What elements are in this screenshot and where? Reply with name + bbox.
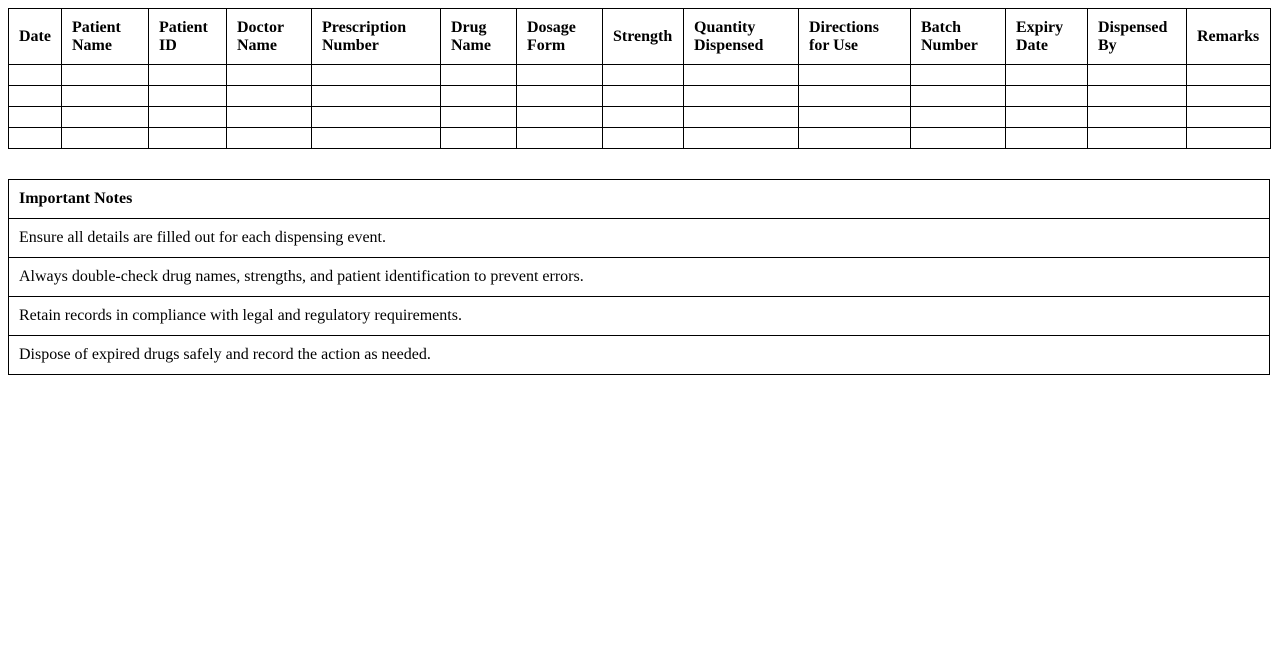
table-cell[interactable] bbox=[1006, 128, 1088, 149]
column-header-directions-for-use: Directions for Use bbox=[799, 9, 911, 65]
note-row bbox=[9, 297, 1270, 336]
table-cell[interactable] bbox=[799, 107, 911, 128]
column-header-patient-id: Patient ID bbox=[149, 9, 227, 65]
note-item: Always double-check drug names, strengths, and patient identification to prevent errors. bbox=[9, 258, 1270, 297]
table-cell[interactable] bbox=[227, 86, 312, 107]
table-cell[interactable] bbox=[9, 128, 62, 149]
column-header-date: Date bbox=[9, 9, 62, 65]
table-cell[interactable] bbox=[911, 107, 1006, 128]
table-row bbox=[9, 65, 1271, 86]
table-cell[interactable] bbox=[684, 65, 799, 86]
table-cell[interactable] bbox=[441, 65, 517, 86]
table-cell[interactable] bbox=[149, 86, 227, 107]
table-cell[interactable] bbox=[312, 107, 441, 128]
table-cell[interactable] bbox=[911, 128, 1006, 149]
table-cell[interactable] bbox=[684, 128, 799, 149]
table-cell[interactable] bbox=[1187, 65, 1271, 86]
dispensing-log-body bbox=[9, 65, 1271, 149]
table-cell[interactable] bbox=[441, 86, 517, 107]
table-cell[interactable] bbox=[9, 86, 62, 107]
table-cell[interactable] bbox=[227, 128, 312, 149]
table-cell[interactable] bbox=[1187, 128, 1271, 149]
table-cell[interactable] bbox=[603, 65, 684, 86]
column-header-prescription-number: Prescription Number bbox=[312, 9, 441, 65]
notes-heading: Important Notes bbox=[9, 180, 1270, 219]
table-cell[interactable] bbox=[1006, 65, 1088, 86]
table-cell[interactable] bbox=[1006, 86, 1088, 107]
table-cell[interactable] bbox=[603, 128, 684, 149]
table-cell[interactable] bbox=[62, 128, 149, 149]
table-cell[interactable] bbox=[9, 65, 62, 86]
table-cell[interactable] bbox=[227, 107, 312, 128]
table-cell[interactable] bbox=[312, 86, 441, 107]
note-item: Retain records in compliance with legal and regulatory requirements. bbox=[9, 297, 1270, 336]
table-cell[interactable] bbox=[603, 107, 684, 128]
table-cell[interactable] bbox=[911, 65, 1006, 86]
table-cell[interactable] bbox=[62, 86, 149, 107]
column-header-strength: Strength bbox=[603, 9, 684, 65]
table-row bbox=[9, 107, 1271, 128]
table-cell[interactable] bbox=[517, 65, 603, 86]
table-cell[interactable] bbox=[799, 65, 911, 86]
table-cell[interactable] bbox=[149, 128, 227, 149]
table-cell[interactable] bbox=[227, 65, 312, 86]
column-header-doctor-name: Doctor Name bbox=[227, 9, 312, 65]
table-row bbox=[9, 128, 1271, 149]
table-cell[interactable] bbox=[62, 107, 149, 128]
table-row bbox=[9, 86, 1271, 107]
column-header-patient-name: Patient Name bbox=[62, 9, 149, 65]
table-cell[interactable] bbox=[517, 86, 603, 107]
table-cell[interactable] bbox=[1187, 107, 1271, 128]
table-cell[interactable] bbox=[312, 128, 441, 149]
table-cell[interactable] bbox=[799, 86, 911, 107]
table-cell[interactable] bbox=[1088, 128, 1187, 149]
notes-heading-row bbox=[9, 180, 1270, 219]
table-cell[interactable] bbox=[149, 65, 227, 86]
table-cell[interactable] bbox=[1006, 107, 1088, 128]
important-notes-table bbox=[8, 179, 1270, 375]
table-cell[interactable] bbox=[1088, 65, 1187, 86]
dispensing-log-table bbox=[8, 8, 1271, 149]
column-header-drug-name: Drug Name bbox=[441, 9, 517, 65]
column-header-dosage-form: Dosage Form bbox=[517, 9, 603, 65]
column-header-quantity-dispensed: Quantity Dispensed bbox=[684, 9, 799, 65]
column-header-remarks: Remarks bbox=[1187, 9, 1271, 65]
table-cell[interactable] bbox=[312, 65, 441, 86]
note-item: Dispose of expired drugs safely and record the action as needed. bbox=[9, 336, 1270, 375]
column-header-expiry-date: Expiry Date bbox=[1006, 9, 1088, 65]
table-cell[interactable] bbox=[1187, 86, 1271, 107]
table-cell[interactable] bbox=[603, 86, 684, 107]
table-cell[interactable] bbox=[911, 86, 1006, 107]
table-cell[interactable] bbox=[441, 128, 517, 149]
note-row bbox=[9, 258, 1270, 297]
table-cell[interactable] bbox=[9, 107, 62, 128]
table-cell[interactable] bbox=[517, 107, 603, 128]
table-cell[interactable] bbox=[62, 65, 149, 86]
header-row bbox=[9, 9, 1271, 65]
note-row bbox=[9, 336, 1270, 375]
table-cell[interactable] bbox=[517, 128, 603, 149]
table-cell[interactable] bbox=[149, 107, 227, 128]
column-header-batch-number: Batch Number bbox=[911, 9, 1006, 65]
table-cell[interactable] bbox=[1088, 86, 1187, 107]
note-item: Ensure all details are filled out for each dispensing event. bbox=[9, 219, 1270, 258]
table-cell[interactable] bbox=[1088, 107, 1187, 128]
column-header-dispensed-by: Dispensed By bbox=[1088, 9, 1187, 65]
table-cell[interactable] bbox=[684, 86, 799, 107]
table-cell[interactable] bbox=[684, 107, 799, 128]
note-row bbox=[9, 219, 1270, 258]
table-cell[interactable] bbox=[441, 107, 517, 128]
table-cell[interactable] bbox=[799, 128, 911, 149]
